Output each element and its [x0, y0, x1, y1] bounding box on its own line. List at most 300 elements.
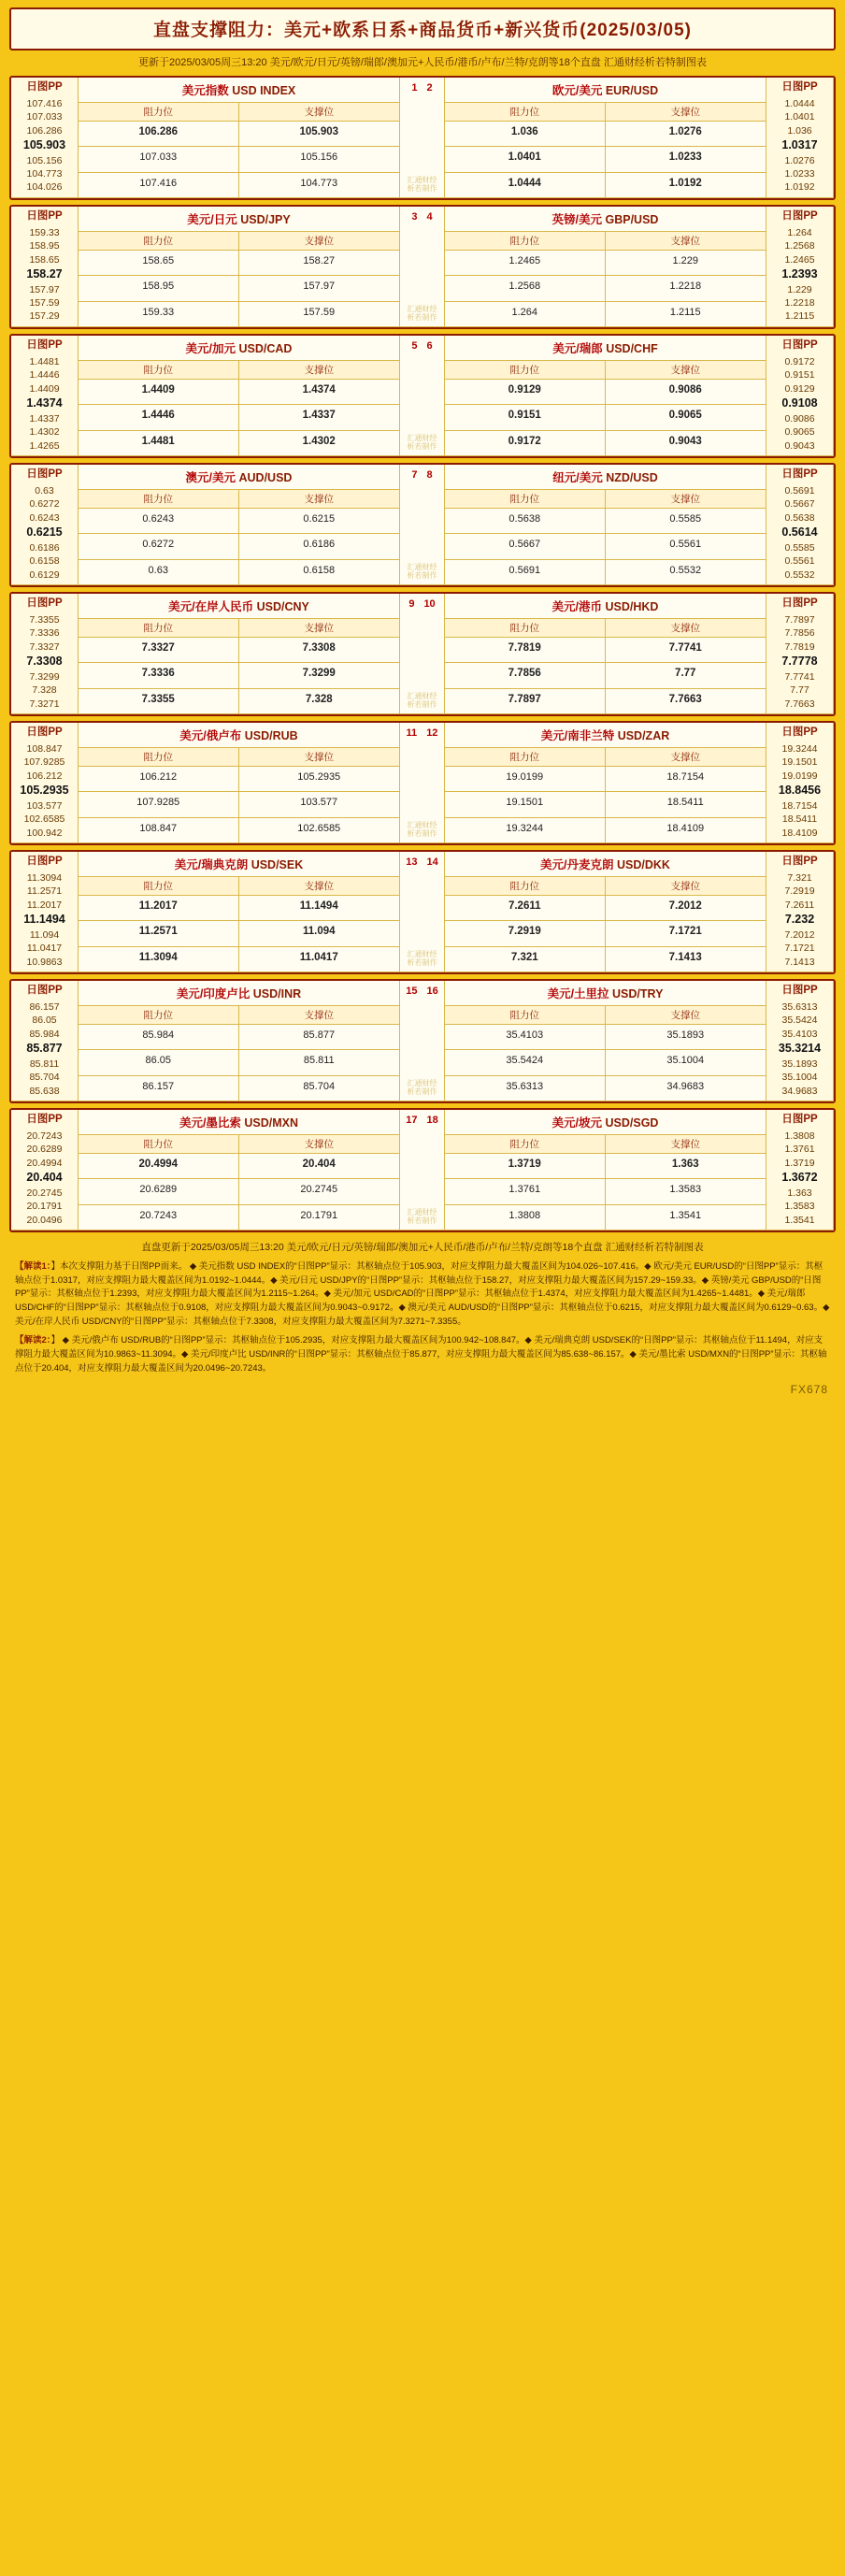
support-value: 7.328 [305, 693, 333, 705]
support-value: 1.3541 [669, 1209, 702, 1221]
resistance-value: 85.984 [79, 1025, 239, 1049]
resistance-value: 1.4409 [79, 380, 239, 404]
pivot-column-header: 日图PP [781, 80, 818, 93]
resistance-value: 20.6289 [79, 1179, 239, 1203]
support-value: 18.5411 [666, 797, 704, 809]
resistance-support-header [445, 361, 766, 380]
pivot-column-header: 日图PP [781, 1114, 818, 1126]
support-value: 7.1721 [668, 926, 702, 938]
block-index-right: 18 [426, 1115, 438, 1127]
resistance-value: 1.0401 [445, 147, 606, 171]
pair-panel [445, 852, 766, 972]
pivot-level: 35.5424 [781, 1015, 818, 1027]
support-value: 18.4109 [666, 822, 705, 834]
resistance-value: 106.212 [79, 767, 239, 791]
pivot-level: 7.7897 [784, 613, 815, 626]
resistance-value: 7.3327 [79, 638, 239, 662]
pivot-level: 1.3761 [784, 1144, 815, 1156]
support-value: 35.1893 [666, 1029, 705, 1042]
resistance-value: 0.6243 [79, 509, 239, 533]
pivot-level: 1.4409 [29, 382, 60, 395]
pivot-level: 0.6186 [29, 541, 60, 554]
support-value: 0.5532 [669, 564, 702, 576]
pair-code: USD/SEK [251, 858, 304, 872]
pivot-level: 1.0444 [784, 97, 815, 109]
pivot-level: 20.1791 [26, 1201, 63, 1213]
pair-panel [79, 852, 400, 972]
resistance-value: 106.286 [79, 122, 239, 146]
pivot-level: 35.1004 [781, 1072, 818, 1084]
pair-code: USD/SGD [605, 1116, 659, 1130]
pivot-column-header: 日图PP [26, 338, 63, 351]
pair-code: NZD/USD [606, 470, 658, 484]
table-row [445, 534, 766, 559]
resistance-value: 1.3761 [445, 1179, 606, 1203]
resistance-support-header [445, 490, 766, 509]
table-row [79, 302, 399, 326]
pivot-column-header: 日图PP [26, 597, 63, 609]
pivot-column-header: 日图PP [26, 856, 63, 868]
pivot-level: 20.404 [26, 1171, 63, 1185]
resistance-support-header [445, 232, 766, 251]
pair-panel [79, 78, 400, 198]
table-row [79, 509, 399, 534]
resistance-value: 108.847 [79, 818, 239, 842]
pivot-level: 157.29 [29, 310, 60, 323]
pivot-level: 10.9863 [26, 956, 63, 968]
block-index-right: 10 [423, 598, 436, 610]
resistance-value: 86.157 [79, 1076, 239, 1101]
pair-name: 澳元/美元 [185, 470, 239, 484]
pair-title [79, 78, 399, 103]
watermark-text: 汇通财经 析若制作 [407, 175, 437, 194]
support-value: 0.5585 [669, 512, 702, 525]
pivot-level: 7.1721 [784, 943, 815, 955]
resistance-value: 20.7243 [79, 1205, 239, 1230]
resistance-support-header [79, 232, 399, 251]
table-row [445, 921, 766, 946]
pair-name: 美元/坡元 [551, 1116, 606, 1130]
resistance-value: 1.036 [445, 122, 606, 146]
resistance-value: 35.4103 [445, 1025, 606, 1049]
pair-name: 美元/日元 [187, 212, 241, 226]
support-header: 支撑位 [670, 493, 700, 505]
pivot-level: 7.3336 [29, 627, 60, 640]
pair-panel [79, 594, 400, 714]
resistance-value: 0.5638 [445, 509, 606, 533]
support-value: 7.1413 [668, 951, 702, 963]
block-index-column [400, 78, 445, 198]
pair-title [445, 723, 766, 748]
pivot-level: 0.6272 [29, 498, 60, 511]
table-row [79, 638, 399, 663]
resistance-header: 阻力位 [79, 103, 239, 121]
pivot-level: 7.321 [787, 871, 812, 884]
block-index-right: 6 [426, 339, 433, 352]
block-index-right: 8 [426, 468, 433, 481]
table-row [79, 405, 399, 430]
support-header: 支撑位 [670, 235, 700, 247]
resistance-value: 35.6313 [445, 1076, 606, 1101]
table-row [445, 689, 766, 713]
pair-name: 欧元/美元 [551, 83, 606, 97]
table-row [79, 431, 399, 455]
table-row [79, 767, 399, 792]
block-index-right: 14 [426, 856, 438, 869]
block-index-column [400, 465, 445, 585]
pivot-column-header: 日图PP [781, 985, 818, 997]
resistance-value: 0.5667 [445, 534, 606, 558]
table-row [445, 431, 766, 455]
pivot-level: 107.416 [26, 97, 63, 109]
support-header: 支撑位 [670, 1139, 700, 1151]
support-value: 7.7741 [668, 642, 702, 654]
analysis-1-lead: 【解读1： [15, 1260, 51, 1272]
analysis-1 [9, 1258, 836, 1332]
table-row [445, 1076, 766, 1101]
pair-code: USD/CHF [606, 341, 658, 355]
block-index-column [400, 1110, 445, 1230]
pivot-column-header: 日图PP [781, 727, 818, 739]
support-value: 1.3583 [669, 1184, 702, 1196]
support-value: 0.9043 [668, 435, 702, 447]
block-index-left: 5 [411, 339, 418, 352]
pivot-level: 85.811 [29, 1058, 60, 1070]
resistance-value: 7.2611 [445, 896, 606, 920]
pair-panel [445, 336, 766, 456]
pivot-column [766, 465, 834, 585]
pivot-level: 7.1413 [784, 956, 815, 968]
pair-title [79, 852, 399, 877]
pivot-column [11, 465, 79, 585]
pivot-level: 106.212 [26, 770, 63, 782]
resistance-value: 7.321 [445, 947, 606, 971]
watermark-text: 汇通财经 析若制作 [407, 1207, 437, 1226]
resistance-header: 阻力位 [445, 1135, 606, 1153]
resistance-header: 阻力位 [79, 490, 239, 508]
resistance-value: 158.95 [79, 276, 239, 300]
pair-name: 美元指数 [181, 83, 233, 97]
resistance-support-header [79, 1006, 399, 1025]
pair-panel [79, 336, 400, 456]
support-value: 1.2218 [669, 281, 702, 293]
pair-panel [79, 981, 400, 1101]
resistance-value: 107.033 [79, 147, 239, 171]
pair-title [445, 207, 766, 232]
pivot-level: 85.638 [29, 1085, 60, 1097]
support-value: 105.903 [299, 125, 339, 137]
pivot-level: 7.2919 [784, 885, 815, 898]
pivot-level: 11.0417 [26, 943, 63, 955]
support-header: 支撑位 [670, 106, 700, 118]
currency-block [9, 592, 836, 716]
table-row [79, 1179, 399, 1204]
support-value: 85.704 [303, 1080, 336, 1092]
support-value: 7.3299 [302, 668, 336, 680]
pivot-level: 20.4994 [26, 1157, 63, 1169]
resistance-support-header [79, 1135, 399, 1154]
pivot-column-header: 日图PP [26, 209, 63, 222]
pair-code: USD INDEX [232, 83, 296, 97]
pivot-level: 1.363 [787, 1187, 812, 1199]
pair-code: USD/CAD [238, 341, 293, 355]
pivot-level: 100.942 [26, 827, 63, 839]
pivot-level: 20.6289 [26, 1144, 63, 1156]
pair-panel [445, 723, 766, 843]
pivot-level: 35.4103 [781, 1028, 818, 1040]
pivot-level: 0.5638 [784, 511, 815, 524]
pivot-level: 18.5411 [781, 813, 818, 826]
block-index-column [400, 336, 445, 456]
resistance-support-header [79, 103, 399, 122]
pivot-level: 1.4446 [29, 369, 60, 381]
pivot-level: 20.2745 [26, 1187, 63, 1199]
support-value: 105.156 [300, 151, 338, 164]
support-value: 103.577 [300, 797, 338, 809]
pivot-level: 7.7856 [784, 627, 815, 640]
pair-title [79, 1110, 399, 1135]
pivot-column [11, 1110, 79, 1230]
pivot-level: 7.3271 [29, 698, 60, 710]
pivot-level: 86.05 [32, 1015, 57, 1027]
pivot-level: 1.0192 [784, 181, 815, 194]
resistance-header: 阻力位 [445, 748, 606, 766]
pair-panel [445, 1110, 766, 1230]
pair-title [79, 594, 399, 619]
page-title: 直盘支撑阻力：美元+欧系日系+商品货币+新兴货币(2025/03/05) [152, 21, 693, 40]
block-index-left: 17 [406, 1115, 418, 1127]
pivot-level: 104.026 [26, 181, 63, 194]
support-value: 7.77 [675, 668, 696, 680]
support-value: 102.6585 [297, 822, 341, 834]
support-value: 7.2012 [668, 900, 702, 913]
pair-code: USD/MXN [244, 1116, 299, 1130]
pivot-column-header: 日图PP [781, 209, 818, 222]
support-header: 支撑位 [304, 881, 334, 893]
support-value: 0.6215 [303, 512, 336, 525]
pair-code: USD/JPY [240, 212, 291, 226]
pair-title [79, 207, 399, 232]
pair-panel [445, 594, 766, 714]
table-row [445, 1050, 766, 1075]
table-row [445, 792, 766, 817]
resistance-value: 107.416 [79, 173, 239, 197]
table-row [445, 173, 766, 197]
pair-name: 美元/土里拉 [547, 987, 613, 1001]
resistance-value: 107.9285 [79, 792, 239, 816]
blocks-container [9, 76, 836, 1232]
pair-panel [445, 207, 766, 327]
support-value: 1.229 [672, 254, 699, 266]
table-row [79, 792, 399, 817]
resistance-value: 19.0199 [445, 767, 606, 791]
support-value: 0.5561 [669, 539, 702, 551]
pivot-level: 1.0401 [784, 111, 815, 123]
pivot-level: 104.773 [26, 167, 63, 180]
pivot-level: 1.2115 [784, 310, 815, 323]
pair-code: USD/INR [252, 987, 302, 1001]
pivot-column-header: 日图PP [781, 597, 818, 609]
resistance-value: 7.7897 [445, 689, 606, 713]
pivot-level: 1.4265 [29, 439, 60, 452]
table-row [445, 663, 766, 688]
pivot-level: 1.229 [787, 283, 812, 295]
resistance-value: 0.5691 [445, 560, 606, 584]
pivot-level: 0.5532 [784, 568, 815, 581]
resistance-value: 1.2568 [445, 276, 606, 300]
watermark-text: 汇通财经 析若制作 [407, 562, 437, 581]
pivot-level: 7.232 [784, 913, 815, 927]
pair-name: 美元/港币 [551, 600, 606, 613]
pivot-level: 11.3094 [26, 871, 63, 884]
support-value: 157.97 [303, 281, 336, 293]
pair-name: 纽元/美元 [552, 470, 607, 484]
pivot-level: 20.0496 [26, 1214, 63, 1226]
resistance-support-header [445, 1135, 766, 1154]
pivot-column [766, 594, 834, 714]
block-index-left: 9 [408, 598, 415, 610]
currency-block [9, 76, 836, 200]
table-row [79, 818, 399, 842]
table-row [79, 1154, 399, 1179]
pivot-level: 0.9108 [781, 396, 818, 410]
pivot-level: 7.77 [790, 684, 809, 697]
pivot-level: 158.95 [29, 240, 60, 252]
pair-name: 美元/瑞郎 [552, 341, 607, 355]
pair-name: 英镑/美元 [551, 212, 606, 226]
pivot-level: 18.4109 [781, 827, 818, 839]
pivot-level: 1.2218 [784, 297, 815, 309]
currency-block [9, 463, 836, 587]
pivot-level: 11.2571 [26, 885, 63, 898]
analysis-2-lead: 【解读2： [15, 1335, 51, 1346]
pivot-level: 157.97 [29, 283, 60, 295]
pivot-level: 86.157 [29, 1000, 60, 1013]
resistance-support-header [79, 619, 399, 638]
pair-name: 美元/加元 [185, 341, 239, 355]
pivot-level: 11.2017 [26, 899, 63, 911]
support-value: 1.4302 [302, 435, 336, 447]
pivot-column [11, 207, 79, 327]
block-index-column [400, 981, 445, 1101]
pivot-level: 105.156 [26, 154, 63, 166]
watermark-text: 汇通财经 析若制作 [407, 433, 437, 452]
support-header: 支撑位 [670, 364, 700, 376]
resistance-value: 1.3808 [445, 1205, 606, 1230]
resistance-value: 20.4994 [79, 1154, 239, 1178]
pivot-level: 7.328 [32, 684, 57, 697]
support-value: 1.0233 [668, 151, 702, 164]
table-row [79, 921, 399, 946]
pivot-level: 1.036 [787, 124, 812, 137]
pivot-level: 1.3719 [784, 1157, 815, 1169]
table-row [79, 1205, 399, 1230]
support-value: 11.094 [302, 926, 336, 938]
pivot-level: 11.1494 [23, 913, 65, 927]
block-index-left: 11 [406, 727, 418, 740]
pivot-level: 0.6129 [29, 568, 60, 581]
pivot-level: 1.0276 [784, 154, 815, 166]
pair-title [445, 465, 766, 490]
resistance-header: 阻力位 [445, 361, 606, 379]
table-row [445, 896, 766, 921]
block-index-left: 7 [411, 468, 418, 481]
resistance-value: 7.7819 [445, 638, 606, 662]
pivot-level: 1.3583 [784, 1201, 815, 1213]
pivot-column-header: 日图PP [26, 985, 63, 997]
pivot-column-header: 日图PP [26, 468, 63, 480]
block-index-right: 12 [426, 727, 438, 740]
support-header: 支撑位 [304, 752, 334, 764]
pivot-level: 0.9086 [784, 412, 815, 425]
pivot-level: 1.2393 [781, 267, 818, 281]
pair-code: USD/CNY [256, 600, 309, 613]
support-header: 支撑位 [304, 1139, 334, 1151]
table-row [79, 560, 399, 584]
pair-panel [445, 78, 766, 198]
resistance-value: 7.3336 [79, 663, 239, 687]
support-value: 11.1494 [299, 900, 338, 913]
block-index-column [400, 723, 445, 843]
table-row [445, 638, 766, 663]
pivot-column [766, 981, 834, 1101]
support-value: 157.59 [303, 306, 336, 318]
block-index-right: 16 [426, 986, 438, 998]
resistance-header: 阻力位 [445, 232, 606, 250]
pivot-level: 19.3244 [781, 742, 818, 755]
support-value: 1.2115 [669, 306, 701, 318]
resistance-support-header [445, 619, 766, 638]
pivot-level: 85.984 [29, 1028, 60, 1040]
pair-title [445, 981, 766, 1006]
block-index-column [400, 852, 445, 972]
table-row [445, 251, 766, 276]
pivot-level: 0.5561 [784, 555, 815, 568]
table-row [79, 947, 399, 971]
pair-panel [445, 465, 766, 585]
support-value: 1.0276 [668, 125, 702, 137]
pair-title [445, 594, 766, 619]
pivot-column-header: 日图PP [26, 80, 63, 93]
pivot-level: 105.903 [22, 138, 66, 152]
resistance-support-header [445, 1006, 766, 1025]
table-row [445, 1154, 766, 1179]
table-row [79, 1076, 399, 1101]
pair-code: GBP/USD [605, 212, 659, 226]
pair-title [79, 465, 399, 490]
pivot-level: 7.3327 [29, 640, 60, 653]
pair-panel [79, 723, 400, 843]
currency-block [9, 850, 836, 974]
pair-code: USD/ZAR [617, 729, 670, 743]
block-index-left: 3 [411, 210, 418, 223]
resistance-value: 19.1501 [445, 792, 606, 816]
resistance-header: 阻力位 [445, 877, 606, 895]
support-value: 0.9086 [668, 383, 702, 396]
pivot-level: 0.5614 [781, 525, 818, 540]
resistance-header: 阻力位 [79, 877, 239, 895]
resistance-value: 1.4446 [79, 405, 239, 429]
table-row [79, 663, 399, 688]
table-row [445, 767, 766, 792]
table-row [445, 947, 766, 971]
table-row [445, 509, 766, 534]
pair-title [445, 336, 766, 361]
pivot-level: 0.5691 [784, 484, 815, 496]
pivot-level: 7.2012 [784, 928, 815, 941]
block-index-left: 15 [406, 986, 418, 998]
pivot-level: 19.1501 [781, 756, 818, 769]
